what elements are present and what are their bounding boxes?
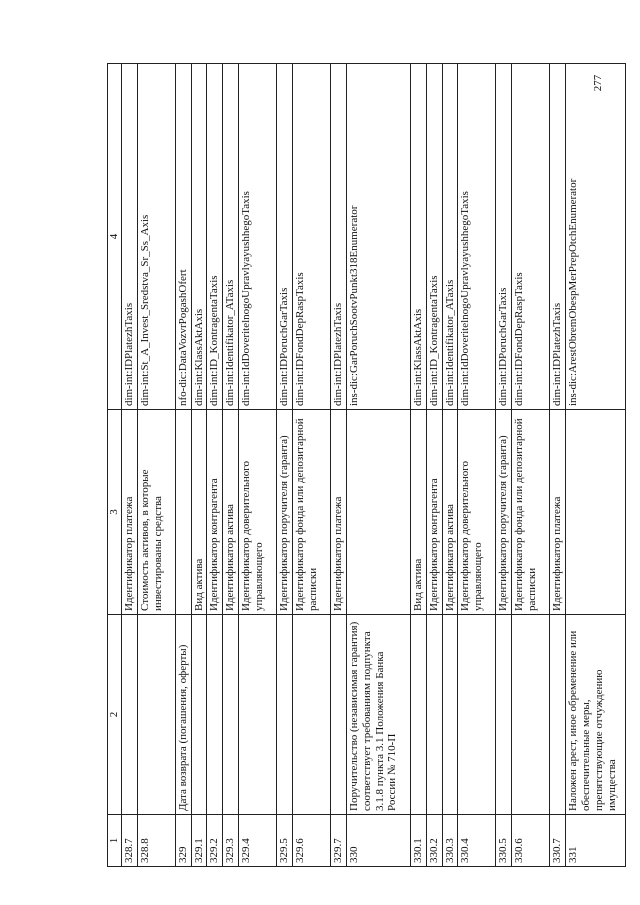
- row-code: dim-int:IDPlatezhTaxis: [331, 64, 347, 410]
- table-row: [566, 64, 626, 867]
- table-row: [442, 64, 458, 867]
- table-row: [207, 64, 223, 867]
- row-name: [191, 615, 207, 815]
- row-description: Идентификатор фонда или депозитарной расписки: [512, 410, 550, 615]
- row-description: Идентификатор актива: [223, 410, 239, 615]
- row-description: Идентификатор платежа: [121, 410, 137, 615]
- row-description: [566, 410, 626, 615]
- row-number: 330.3: [442, 815, 458, 867]
- table-row: [293, 64, 331, 867]
- row-number: 329.6: [293, 815, 331, 867]
- table-row: [410, 64, 426, 867]
- row-description: Идентификатор контрагента: [426, 410, 442, 615]
- row-description: Идентификатор поручителя (гаранта): [496, 410, 512, 615]
- table-row: [346, 64, 410, 867]
- table-row: [239, 64, 277, 867]
- row-name: [207, 615, 223, 815]
- row-number: 330.7: [550, 815, 566, 867]
- table-row: [458, 64, 496, 867]
- row-description: Вид актива: [410, 410, 426, 615]
- row-description: Идентификатор актива: [442, 410, 458, 615]
- row-description: Вид актива: [191, 410, 207, 615]
- row-name: [223, 615, 239, 815]
- table-header-row: [108, 64, 122, 867]
- row-code: dim-int:IDFondDepRaspTaxis: [293, 64, 331, 410]
- row-description: Стоимость активов, в которые инвестированы средства: [137, 410, 175, 615]
- table-row: [137, 64, 175, 867]
- row-code: dim-int:IDFondDepRaspTaxis: [512, 64, 550, 410]
- row-name: [137, 615, 175, 815]
- data-table: [107, 63, 626, 867]
- row-number: 331: [566, 815, 626, 867]
- row-name: Дата возврата (погашения, оферты): [175, 615, 191, 815]
- row-name: Поручительство (независимая гарантия) соответствует требованиям подпункта 3.1.8 пункта 3.1 Положения Банка России № 710-П: [346, 615, 410, 815]
- row-description: Идентификатор платежа: [550, 410, 566, 615]
- row-code: nfo-dic:DataVozvrPogashOfert: [175, 64, 191, 410]
- row-code: dim-int:KlassAktAxis: [191, 64, 207, 410]
- row-description: [346, 410, 410, 615]
- row-code: dim-int:IDPlatezhTaxis: [550, 64, 566, 410]
- header-cell: 4: [108, 64, 122, 410]
- header-cell: 2: [108, 615, 122, 815]
- row-name: Наложен арест, иное обременение или обеспечительные меры, препятствующие отчуждению имущества: [566, 615, 626, 815]
- header-cell: 3: [108, 410, 122, 615]
- row-number: 329.5: [277, 815, 293, 867]
- row-number: 330.1: [410, 815, 426, 867]
- row-code: dim-int:IdDoveritelnogoUpravlyayushhegoTaxis: [458, 64, 496, 410]
- row-number: 330.5: [496, 815, 512, 867]
- row-name: [496, 615, 512, 815]
- row-description: Идентификатор поручителя (гаранта): [277, 410, 293, 615]
- row-description: Идентификатор доверительного управляющего: [239, 410, 277, 615]
- row-number: 328.8: [137, 815, 175, 867]
- row-number: 329.7: [331, 815, 347, 867]
- row-number: 329.1: [191, 815, 207, 867]
- header-cell: 1: [108, 815, 122, 867]
- row-name: [239, 615, 277, 815]
- table-row: [331, 64, 347, 867]
- table-row: [277, 64, 293, 867]
- row-name: [293, 615, 331, 815]
- row-name: [426, 615, 442, 815]
- row-description: Идентификатор контрагента: [207, 410, 223, 615]
- row-code: dim-int:IDPoruchGarTaxis: [277, 64, 293, 410]
- row-number: 330.2: [426, 815, 442, 867]
- row-code: dim-int:IDPlatezhTaxis: [121, 64, 137, 410]
- row-description: Идентификатор доверительного управляющего: [458, 410, 496, 615]
- table-row: [191, 64, 207, 867]
- table-row: [121, 64, 137, 867]
- row-code: dim-int:ID_KontragentaTaxis: [426, 64, 442, 410]
- row-number: 329.4: [239, 815, 277, 867]
- row-code: dim-int:ID_KontragentaTaxis: [207, 64, 223, 410]
- row-name: [277, 615, 293, 815]
- row-name: [458, 615, 496, 815]
- row-code: ins-dic:ArestObremObespMerPrepOtchEnumerator: [566, 64, 626, 410]
- page-number: 277: [592, 74, 604, 92]
- row-number: 330.4: [458, 815, 496, 867]
- row-description: Идентификатор платежа: [331, 410, 347, 615]
- table-row: [496, 64, 512, 867]
- table-row: [512, 64, 550, 867]
- table-row: [175, 64, 191, 867]
- row-number: 329.3: [223, 815, 239, 867]
- row-number: 329.2: [207, 815, 223, 867]
- row-number: 330: [346, 815, 410, 867]
- row-name: [512, 615, 550, 815]
- row-name: [121, 615, 137, 815]
- row-number: 328.7: [121, 815, 137, 867]
- row-code: ins-dic:GarPoruchSootvPunkt318Enumerator: [346, 64, 410, 410]
- table-row: [550, 64, 566, 867]
- row-description: Идентификатор фонда или депозитарной расписки: [293, 410, 331, 615]
- row-code: dim-int:IdDoveritelnogoUpravlyayushhegoTaxis: [239, 64, 277, 410]
- table-row: [223, 64, 239, 867]
- row-description: [175, 410, 191, 615]
- row-name: [442, 615, 458, 815]
- row-code: dim-int:Identifikator_ATaxis: [442, 64, 458, 410]
- row-code: dim-int:IDPoruchGarTaxis: [496, 64, 512, 410]
- row-name: [331, 615, 347, 815]
- row-name: [550, 615, 566, 815]
- row-code: dim-int:KlassAktAxis: [410, 64, 426, 410]
- row-name: [410, 615, 426, 815]
- row-code: dim-int:Identifikator_ATaxis: [223, 64, 239, 410]
- row-number: 329: [175, 815, 191, 867]
- table-row: [426, 64, 442, 867]
- row-code: dim-int:St_A_Invest_Sredstva_Sr_Ss_Axis: [137, 64, 175, 410]
- row-number: 330.6: [512, 815, 550, 867]
